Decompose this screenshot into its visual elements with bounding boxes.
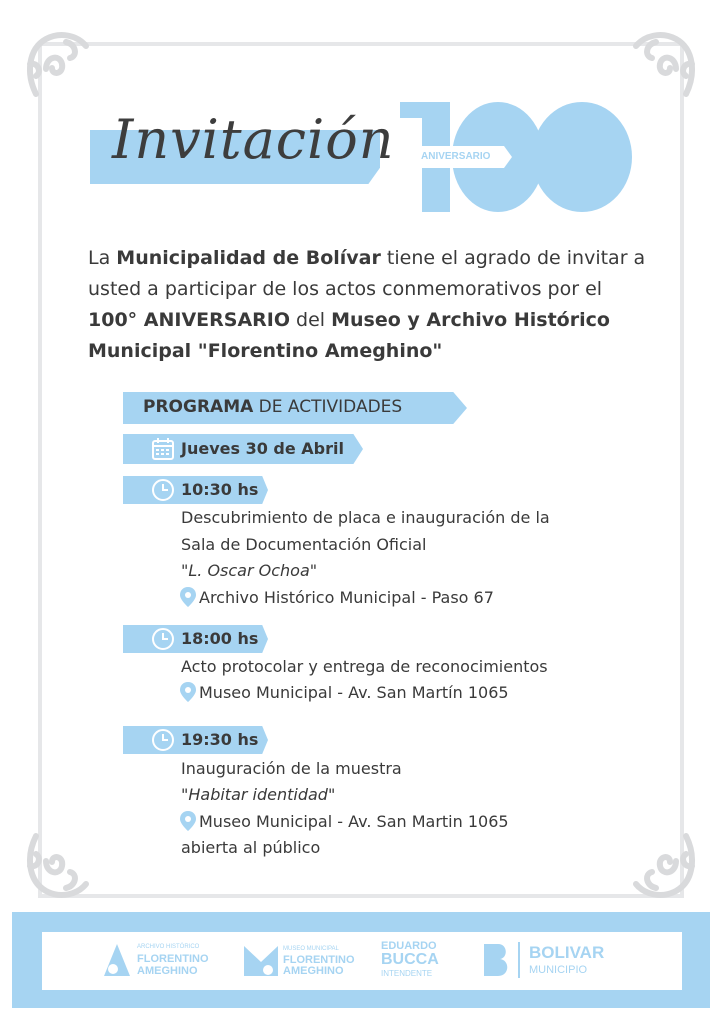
location-pin-icon — [179, 681, 197, 703]
anniversary-label: ANIVERSARIO — [421, 151, 491, 162]
museo-line2: AMEGHINO — [283, 965, 344, 977]
archivo-line2: AMEGHINO — [137, 965, 198, 977]
intro-paragraph: La Municipalidad de Bolívar tiene el agrado de invitar a usted a participar de los actos conmemorativos por el 100° ANIVERSARIO del Museo y Archivo Histórico Municipal "Florentino Ameghino" — [88, 247, 646, 362]
location-pin-icon — [179, 810, 197, 832]
calendar-icon — [151, 437, 175, 461]
ornament-icon — [626, 24, 706, 104]
intendente-label: INTENDENTE — [381, 969, 433, 978]
event-note: abierta al público — [181, 838, 321, 857]
event-description: Descubrimiento de placa e inauguración de la — [181, 508, 550, 527]
event-description: Inauguración de la muestra — [181, 759, 402, 778]
anniversary-bold: 100° ANIVERSARIO — [88, 309, 291, 331]
archivo-line1: FLORENTINO — [137, 953, 209, 965]
intendente-first-name: EDUARDO — [381, 940, 437, 952]
event-time: 18:00 hs — [181, 629, 259, 648]
bolivar-logo-icon — [482, 942, 512, 978]
intendente-last-name: BUCCA — [381, 951, 439, 968]
archivo-logo-icon — [100, 942, 134, 978]
museum-name: Museo y Archivo Histórico Municipal "Florentino Ameghino" — [88, 309, 610, 362]
event-location: Museo Municipal - Av. San Martin 1065 — [199, 812, 509, 831]
museo-top: MUSEO MUNICIPAL — [283, 946, 339, 952]
location-pin-icon — [179, 586, 197, 608]
ornament-icon — [626, 826, 706, 906]
municipality-name: Municipalidad de Bolívar — [116, 247, 381, 269]
event-time: 10:30 hs — [181, 480, 259, 499]
archivo-top: ARCHIVO HISTÓRICO — [137, 944, 200, 950]
clock-icon — [151, 728, 175, 752]
museo-line1: FLORENTINO — [283, 954, 355, 966]
municipio-name: BOLIVAR — [529, 943, 605, 962]
event-subtitle: "L. Oscar Ochoa" — [181, 561, 318, 580]
event-time: 19:30 hs — [181, 730, 259, 749]
ornament-icon — [16, 24, 96, 104]
event-date: Jueves 30 de Abril — [181, 439, 344, 458]
event-location: Museo Municipal - Av. San Martín 1065 — [199, 683, 509, 702]
municipio-label: MUNICIPIO — [529, 964, 588, 976]
event-description: Sala de Documentación Oficial — [181, 535, 427, 554]
event-subtitle: "Habitar identidad" — [181, 785, 336, 804]
clock-icon — [151, 478, 175, 502]
logo-divider — [518, 942, 520, 978]
event-location: Archivo Histórico Municipal - Paso 67 — [199, 588, 494, 607]
event-description: Acto protocolar y entrega de reconocimientos — [181, 657, 548, 676]
ornament-icon — [16, 826, 96, 906]
invitation-title: Invitación — [112, 108, 395, 171]
clock-icon — [151, 627, 175, 651]
museo-logo-icon — [242, 942, 280, 978]
program-title: PROGRAMA DE ACTIVIDADES — [143, 397, 403, 417]
